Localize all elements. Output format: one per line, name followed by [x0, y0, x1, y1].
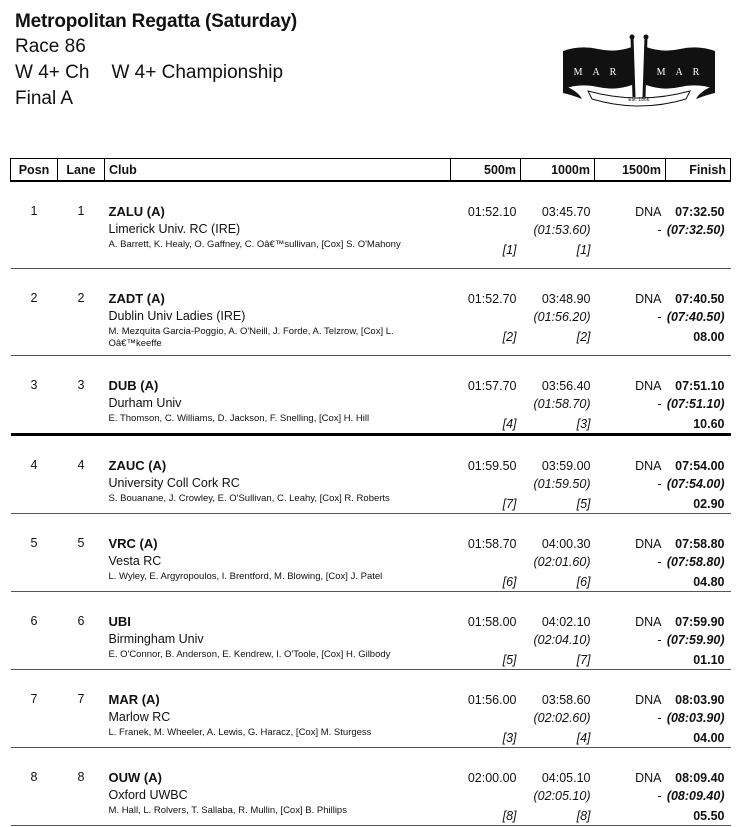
rank-500m: [1]: [502, 243, 517, 257]
crew-list: M. Mezquita Garcia-Poggio, A. O'Neill, J. Forde, A. Telzrow, [Cox] L. Oâ€™keeffe: [108, 325, 394, 349]
time-1000m: 03:58.60: [541, 692, 591, 707]
finish-time: 07:59.90: [675, 614, 725, 629]
split-500m: [451, 434, 521, 513]
regatta-title: Metropolitan Regatta (Saturday): [15, 11, 297, 32]
finish-split: (07:54.00): [666, 476, 725, 491]
margin: 04.80: [693, 574, 725, 589]
finish-time: 07:40.50: [675, 291, 725, 306]
split-1500m: [595, 434, 666, 513]
rank-500m: [7]: [502, 496, 517, 511]
time-500m: 01:56.00: [467, 692, 517, 707]
time-1500m: DNA: [635, 770, 662, 785]
lane: 6: [58, 591, 105, 669]
lane: 1: [58, 181, 105, 268]
split-1500m: [595, 181, 666, 268]
finish-cell: [666, 181, 731, 268]
finish-split: (07:58.80): [666, 554, 725, 569]
results-body: [11, 181, 731, 825]
rank-1000m: [7]: [576, 652, 591, 667]
club-cell: [105, 747, 451, 825]
finish-split: (07:59.90): [666, 632, 725, 647]
split-time-1000m: (02:04.10): [533, 632, 591, 647]
results-table: [10, 158, 731, 826]
club-name: Limerick Univ. RC (IRE): [108, 222, 241, 236]
time-500m: 02:00.00: [467, 770, 517, 785]
split-1500m: [595, 268, 666, 355]
lane: 8: [58, 747, 105, 825]
split-1000m: [521, 181, 595, 268]
table-row: [11, 747, 731, 825]
time-1000m: 03:45.70: [541, 205, 591, 219]
split-1500m: [595, 513, 666, 591]
results-header-row: [11, 159, 731, 182]
table-row: [11, 669, 731, 747]
split-time-1000m: (01:53.60): [533, 223, 591, 237]
time-1000m: 03:59.00: [541, 458, 591, 473]
split-500m: [451, 355, 521, 434]
round-name: Final A: [15, 88, 74, 109]
margin: 01.10: [693, 652, 725, 667]
split-time-1500m: -: [657, 476, 662, 491]
finish-cell: [666, 591, 731, 669]
time-1500m: DNA: [635, 378, 662, 393]
crew-list: M. Hall, L. Rolvers, T. Sallaba, R. Mullin, [Cox] B. Phillips: [108, 804, 347, 816]
split-time-1500m: -: [657, 554, 662, 569]
mar-flags-logo: [560, 33, 720, 108]
rank-1000m: [5]: [576, 496, 591, 511]
time-500m: 01:57.70: [467, 378, 517, 393]
rank-1000m: [8]: [576, 808, 591, 823]
time-1500m: DNA: [635, 205, 662, 219]
position: 3: [11, 355, 58, 434]
finish-cell: [666, 434, 731, 513]
position: 2: [11, 268, 58, 355]
rank-1000m: [2]: [576, 329, 591, 344]
lane: 4: [58, 434, 105, 513]
crew-code: ZADT (A): [108, 290, 165, 306]
time-1500m: DNA: [635, 614, 662, 629]
split-time-1500m: -: [657, 632, 662, 647]
event-name: W 4+ Championship: [111, 62, 284, 83]
split-time-1000m: (02:05.10): [533, 788, 591, 803]
split-1500m: [595, 747, 666, 825]
split-time-1500m: -: [657, 710, 662, 725]
crew-list: S. Bouanane, J. Crowley, E. O'Sullivan, C. Leahy, [Cox] R. Roberts: [108, 492, 390, 504]
finish-time: 07:58.80: [675, 536, 725, 551]
split-500m: [451, 513, 521, 591]
time-500m: 01:58.00: [467, 614, 517, 629]
club-cell: [105, 434, 451, 513]
time-1000m: 04:05.10: [541, 770, 591, 785]
split-1500m: [595, 669, 666, 747]
lane: 3: [58, 355, 105, 434]
club-name: Dublin Univ Ladies (IRE): [108, 308, 246, 323]
split-1000m: [521, 747, 595, 825]
table-row: [11, 513, 731, 591]
table-row: [11, 268, 731, 355]
crew-code: OUW (A): [108, 769, 162, 785]
position: 8: [11, 747, 58, 825]
finish-cell: [666, 268, 731, 355]
split-500m: [451, 268, 521, 355]
time-1000m: 03:56.40: [541, 378, 591, 393]
race-number: Race 86: [15, 36, 86, 57]
split-time-1500m: -: [657, 788, 662, 803]
table-row: [11, 181, 731, 268]
rank-1000m: [1]: [576, 243, 591, 257]
rank-500m: [6]: [502, 574, 517, 589]
crew-code: VRC (A): [108, 535, 158, 551]
rank-1000m: [3]: [576, 416, 591, 431]
split-1500m: [595, 591, 666, 669]
finish-time: 07:54.00: [675, 458, 725, 473]
club-name: University Coll Cork RC: [108, 475, 240, 490]
club-cell: [105, 591, 451, 669]
table-row: [11, 355, 731, 434]
finish-time: 07:32.50: [675, 205, 725, 219]
rank-1000m: [6]: [576, 574, 591, 589]
time-1500m: DNA: [635, 291, 662, 306]
col-lane: Lane: [58, 159, 105, 182]
crew-list: A. Barrett, K. Healy, O. Gaffney, C. Oâ€™sullivan, [Cox] S. O'Mahony: [108, 239, 401, 250]
crew-list: L. Franek, M. Wheeler, A. Lewis, G. Haracz, [Cox] M. Sturgess: [108, 726, 372, 738]
split-500m: [451, 669, 521, 747]
crew-code: ZALU (A): [108, 204, 165, 219]
lane: 2: [58, 268, 105, 355]
club-name: Marlow RC: [108, 709, 171, 724]
logo-est-text: Est. 1866: [628, 97, 650, 103]
col-1000m: 1000m: [521, 159, 595, 182]
split-time-1000m: (01:59.50): [533, 476, 591, 491]
position: 4: [11, 434, 58, 513]
rank-1000m: [4]: [576, 730, 591, 745]
split-time-1500m: -: [657, 223, 662, 237]
split-1000m: [521, 591, 595, 669]
crew-code: ZAUC (A): [108, 457, 167, 473]
crew-list: E. Thomson, C. Williams, D. Jackson, F. Snelling, [Cox] H. Hill: [108, 412, 370, 424]
time-1500m: DNA: [635, 458, 662, 473]
lane: 7: [58, 669, 105, 747]
logo-left-text: M A R: [573, 67, 621, 78]
rank-500m: [2]: [502, 329, 517, 344]
split-500m: [451, 591, 521, 669]
rank-500m: [8]: [502, 808, 517, 823]
col-500m: 500m: [451, 159, 521, 182]
club-cell: [105, 181, 451, 268]
club-name: Oxford UWBC: [108, 787, 188, 802]
time-1000m: 04:00.30: [541, 536, 591, 551]
time-500m: 01:52.70: [467, 291, 517, 306]
rank-500m: [5]: [502, 652, 517, 667]
club-cell: [105, 513, 451, 591]
split-500m: [451, 181, 521, 268]
crew-list: L. Wyley, E. Argyropoulos, I. Brentford, M. Blowing, [Cox] J. Patel: [108, 570, 383, 582]
finish-cell: [666, 513, 731, 591]
col-finish: Finish: [666, 159, 731, 182]
time-1000m: 04:02.10: [541, 614, 591, 629]
finish-split: (08:03.90): [666, 710, 725, 725]
split-time-1000m: (01:56.20): [533, 309, 591, 324]
crew-list: E. O'Connor, B. Anderson, E. Kendrew, I. O'Toole, [Cox] H. Gilbody: [108, 648, 391, 660]
split-1000m: [521, 268, 595, 355]
crew-code: UBI: [108, 613, 131, 629]
split-time-1000m: (02:02.60): [533, 710, 591, 725]
crew-code: MAR (A): [108, 691, 160, 707]
finish-time: 08:03.90: [675, 692, 725, 707]
event-code: W 4+ Ch: [15, 62, 90, 83]
event-line: [15, 60, 297, 86]
split-time-1000m: (01:58.70): [533, 396, 591, 411]
table-row: [11, 591, 731, 669]
club-cell: [105, 355, 451, 434]
time-500m: 01:52.10: [467, 205, 517, 219]
col-posn: Posn: [11, 159, 58, 182]
table-row: [11, 434, 731, 513]
club-name: Vesta RC: [108, 553, 162, 568]
lane: 5: [58, 513, 105, 591]
position: 1: [11, 181, 58, 268]
split-time-1000m: (02:01.60): [533, 554, 591, 569]
crew-code: DUB (A): [108, 377, 159, 393]
split-1000m: [521, 513, 595, 591]
rank-500m: [4]: [502, 416, 517, 431]
logo-right-text: M A R: [656, 67, 704, 78]
margin: 08.00: [693, 329, 725, 344]
finish-split: (08:09.40): [666, 788, 725, 803]
club-name: Durham Univ: [108, 395, 182, 410]
time-1500m: DNA: [635, 536, 662, 551]
finish-cell: [666, 355, 731, 434]
rank-500m: [3]: [502, 730, 517, 745]
split-1000m: [521, 434, 595, 513]
finish-split: (07:32.50): [666, 223, 725, 237]
finish-time: 08:09.40: [675, 770, 725, 785]
split-1500m: [595, 355, 666, 434]
finish-cell: [666, 747, 731, 825]
margin: 05.50: [693, 808, 725, 823]
club-name: Birmingham Univ: [108, 631, 204, 646]
split-500m: [451, 747, 521, 825]
position: 5: [11, 513, 58, 591]
club-cell: [105, 268, 451, 355]
finish-time: 07:51.10: [675, 378, 725, 393]
margin: 10.60: [693, 416, 725, 431]
margin: [666, 241, 725, 259]
col-1500m: 1500m: [595, 159, 666, 182]
position: 6: [11, 591, 58, 669]
margin: 02.90: [693, 496, 725, 511]
time-500m: 01:59.50: [467, 458, 517, 473]
split-time-1500m: -: [657, 309, 662, 324]
margin: 04.00: [693, 730, 725, 745]
time-1000m: 03:48.90: [541, 291, 591, 306]
finish-cell: [666, 669, 731, 747]
club-cell: [105, 669, 451, 747]
split-1000m: [521, 669, 595, 747]
position: 7: [11, 669, 58, 747]
split-1000m: [521, 355, 595, 434]
time-500m: 01:58.70: [467, 536, 517, 551]
split-time-1500m: -: [657, 396, 662, 411]
finish-split: (07:51.10): [666, 396, 725, 411]
time-1500m: DNA: [635, 692, 662, 707]
results-header: [15, 10, 297, 112]
finish-split: (07:40.50): [666, 309, 725, 324]
col-club: Club: [105, 159, 451, 182]
